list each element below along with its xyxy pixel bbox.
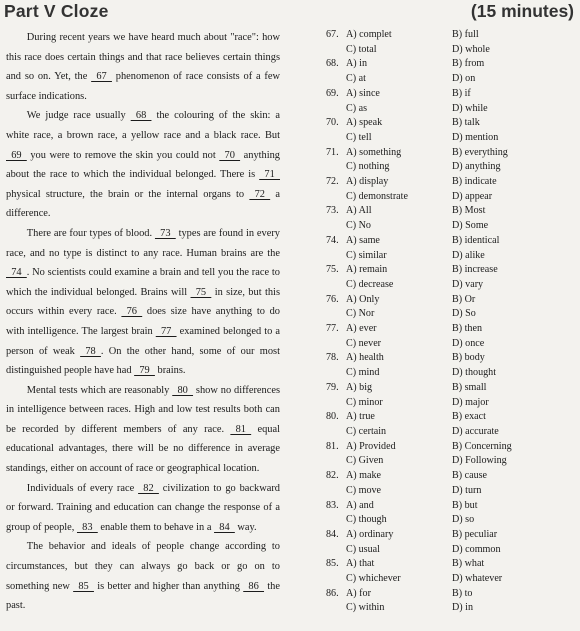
option-b: B) Or: [452, 293, 476, 305]
question-number: 86.: [326, 587, 339, 599]
option-b: B) peculiar: [452, 528, 498, 540]
option-a: A) Only: [346, 293, 380, 305]
option-d: D) whatever: [452, 573, 503, 585]
option-c: C) within: [346, 602, 385, 614]
passage-paragraph: [6, 381, 280, 479]
passage-text: . No scientists could examine a brain and tell you the race to which the individual belonged. Brains will: [6, 267, 280, 298]
option-c: C) No: [346, 220, 371, 232]
option-b: B) body: [452, 352, 485, 364]
question-84-row-2: [326, 543, 576, 558]
option-a: A) true: [346, 411, 375, 423]
option-d: D) common: [452, 543, 501, 555]
question-70-row-2: [326, 131, 576, 146]
blank-82: 82: [138, 482, 159, 494]
blank-70: 70: [219, 149, 241, 161]
option-a: A) ever: [346, 323, 377, 335]
question-78-row-2: [326, 366, 576, 381]
passage-paragraph: [6, 28, 280, 106]
passage-paragraph: [6, 106, 280, 224]
blank-80: 80: [172, 384, 194, 396]
passage-text: show no differences in intelligence between races. High and low test results both can be recorded by different members of any race.: [6, 384, 280, 435]
option-a: A) something: [346, 146, 402, 158]
question-79-row-1: [326, 381, 576, 396]
blank-67: 67: [91, 71, 112, 83]
option-b: B) everything: [452, 146, 508, 158]
option-a: A) since: [346, 87, 380, 99]
option-b: B) to: [452, 587, 473, 599]
question-number: 75.: [326, 264, 339, 276]
option-a: A) for: [346, 587, 371, 599]
blank-74: 74: [6, 267, 27, 279]
question-number: 70.: [326, 117, 339, 129]
question-74-row-1: [326, 234, 576, 249]
option-c: C) certain: [346, 425, 387, 437]
question-83-row-2: [326, 513, 576, 528]
question-number: 76.: [326, 293, 339, 305]
option-c: C) Given: [346, 455, 384, 467]
option-d: D) mention: [452, 131, 499, 143]
option-a: A) complet: [346, 29, 392, 40]
question-number: 80.: [326, 411, 339, 423]
passage-text: a difference.: [6, 188, 280, 220]
option-b: B) identical: [452, 234, 500, 246]
option-c: C) whichever: [346, 573, 401, 585]
option-b: B) from: [452, 58, 485, 70]
option-d: D) appear: [452, 190, 493, 202]
question-79-row-2: [326, 396, 576, 411]
option-d: D) whole: [452, 43, 490, 55]
question-number: 77.: [326, 323, 339, 335]
cloze-passage: [6, 28, 280, 616]
option-d: D) turn: [452, 484, 482, 496]
question-77-row-2: [326, 337, 576, 352]
question-85-row-2: [326, 572, 576, 587]
option-a: A) remain: [346, 264, 388, 276]
blank-81: 81: [230, 423, 252, 435]
option-a: A) health: [346, 352, 384, 364]
option-c: C) Nor: [346, 308, 375, 320]
option-b: B) Concerning: [452, 440, 512, 452]
question-70-row-1: [326, 116, 576, 131]
blank-85: 85: [73, 580, 94, 592]
option-a: A) that: [346, 558, 375, 570]
blank-79: 79: [134, 365, 155, 377]
question-80-row-1: [326, 410, 576, 425]
option-c: C) though: [346, 514, 387, 526]
passage-text: you were to remove the skin you could not: [26, 149, 220, 161]
question-76-row-2: [326, 307, 576, 322]
option-c: C) never: [346, 337, 382, 349]
section-header: [0, 0, 580, 26]
question-72-row-1: [326, 175, 576, 190]
question-number: 68.: [326, 58, 339, 70]
passage-text: Individuals of every race: [26, 482, 139, 494]
question-67-row-2: [326, 43, 576, 58]
option-d: D) while: [452, 102, 488, 114]
option-a: A) and: [346, 499, 374, 511]
passage-text: Mental tests which are reasonably: [26, 384, 173, 396]
passage-text: There are four types of blood.: [26, 227, 155, 239]
option-a: A) big: [346, 381, 373, 393]
passage-text: The behavior and ideals of people change according to circumstances, but they can always go back or go on to something new: [6, 541, 280, 592]
option-a: A) ordinary: [346, 528, 394, 540]
passage-paragraph: [6, 224, 280, 381]
question-number: 67.: [326, 29, 339, 40]
question-67-row-1: [326, 28, 576, 43]
option-b: B) increase: [452, 264, 498, 276]
option-d: D) So: [452, 308, 476, 320]
question-72-row-2: [326, 190, 576, 205]
passage-text: way.: [234, 521, 257, 533]
option-c: C) move: [346, 484, 382, 496]
question-76-row-1: [326, 293, 576, 308]
answer-options: [326, 28, 576, 616]
question-86-row-2: [326, 601, 576, 616]
blank-78: 78: [80, 345, 101, 357]
option-b: B) Most: [452, 205, 486, 217]
passage-text: in size, but this occurs within every race.: [6, 286, 280, 318]
option-c: C) tell: [346, 131, 372, 143]
option-c: C) decrease: [346, 278, 394, 290]
passage-text: . On the other hand, some of our most distinguished people have had: [6, 345, 280, 377]
option-b: B) talk: [452, 117, 480, 129]
question-80-row-2: [326, 425, 576, 440]
option-b: B) exact: [452, 411, 486, 423]
question-number: 83.: [326, 499, 339, 511]
option-c: C) total: [346, 43, 377, 55]
option-c: C) demonstrate: [346, 190, 408, 202]
blank-68: 68: [130, 110, 152, 122]
option-d: D) so: [452, 514, 475, 526]
option-b: B) cause: [452, 470, 488, 482]
option-d: D) alike: [452, 249, 485, 261]
option-c: C) usual: [346, 543, 380, 555]
question-68-row-1: [326, 57, 576, 72]
question-number: 73.: [326, 205, 339, 217]
option-a: A) All: [346, 205, 372, 217]
option-c: C) nothing: [346, 161, 390, 173]
option-c: C) at: [346, 73, 366, 85]
passage-text: the colouring of the skin: a white race, a brown race, a yellow race and a black race. But: [6, 110, 280, 141]
option-d: D) on: [452, 73, 476, 85]
passage-text: enable them to behave in a: [97, 521, 215, 533]
blank-76: 76: [121, 306, 143, 318]
blank-77: 77: [155, 325, 177, 337]
option-d: D) thought: [452, 367, 497, 379]
blank-84: 84: [214, 521, 235, 533]
question-81-row-1: [326, 440, 576, 455]
question-number: 78.: [326, 352, 339, 364]
question-number: 72.: [326, 176, 339, 188]
option-d: D) vary: [452, 278, 484, 290]
option-a: A) in: [346, 58, 368, 70]
time-limit: (15 minutes): [470, 1, 574, 21]
question-73-row-1: [326, 204, 576, 219]
option-d: D) anything: [452, 161, 501, 173]
option-a: A) Provided: [346, 440, 396, 452]
question-69-row-1: [326, 87, 576, 102]
question-75-row-1: [326, 263, 576, 278]
option-c: C) minor: [346, 396, 383, 408]
passage-text: examined belonged to a person of weak: [6, 325, 281, 357]
question-73-row-2: [326, 219, 576, 234]
option-c: C) similar: [346, 249, 387, 261]
option-c: C) as: [346, 102, 368, 114]
option-d: D) in: [452, 602, 474, 614]
section-title: Part V Cloze: [4, 1, 109, 21]
blank-75: 75: [190, 286, 212, 298]
question-number: 71.: [326, 146, 339, 158]
option-d: D) once: [452, 337, 485, 349]
passage-text: brains.: [154, 365, 186, 377]
option-a: A) make: [346, 470, 382, 482]
question-84-row-1: [326, 528, 576, 543]
option-d: D) Some: [452, 220, 489, 232]
option-d: D) major: [452, 396, 489, 408]
question-number: 84.: [326, 528, 339, 540]
passage-text: civilization to go backward or forward. Training and education can change the response of a group of people,: [6, 482, 280, 533]
question-82-row-2: [326, 484, 576, 499]
question-78-row-1: [326, 351, 576, 366]
passage-text: is better and higher than anything: [93, 580, 244, 592]
option-b: B) if: [452, 87, 471, 99]
passage-text: types are found in every race, and no type is distinct to any race. Human brains are the: [6, 227, 280, 259]
option-c: C) mind: [346, 367, 380, 379]
blank-69: 69: [6, 149, 27, 161]
blank-71: 71: [259, 169, 280, 181]
question-74-row-2: [326, 249, 576, 264]
question-81-row-2: [326, 454, 576, 469]
option-b: B) full: [452, 29, 479, 40]
question-85-row-1: [326, 557, 576, 572]
option-a: A) speak: [346, 117, 383, 129]
question-68-row-2: [326, 72, 576, 87]
option-b: B) small: [452, 381, 487, 393]
question-number: 81.: [326, 440, 339, 452]
blank-72: 72: [249, 188, 271, 200]
option-b: B) what: [452, 558, 485, 570]
question-number: 74.: [326, 234, 339, 246]
passage-text: anything about the race to which the individual belonged. There is: [6, 149, 280, 181]
option-d: D) accurate: [452, 425, 499, 437]
option-b: B) then: [452, 323, 482, 335]
question-71-row-2: [326, 160, 576, 175]
passage-text: does size have anything to do with intelligence. The largest brain: [6, 306, 280, 337]
question-number: 79.: [326, 381, 339, 393]
question-82-row-1: [326, 469, 576, 484]
question-77-row-1: [326, 322, 576, 337]
question-number: 69.: [326, 87, 339, 99]
question-86-row-1: [326, 587, 576, 602]
option-a: A) display: [346, 176, 389, 188]
option-b: B) but: [452, 499, 478, 511]
question-71-row-1: [326, 146, 576, 161]
passage-text: physical structure, the brain or the internal organs to: [6, 188, 250, 200]
passage-text: phenomenon of race consists of a few surface indications.: [6, 71, 280, 102]
option-d: D) Following: [452, 455, 507, 467]
option-a: A) same: [346, 234, 380, 246]
blank-86: 86: [243, 580, 265, 592]
question-75-row-2: [326, 278, 576, 293]
question-83-row-1: [326, 499, 576, 514]
passage-paragraph: [6, 479, 280, 538]
passage-paragraph: [6, 537, 280, 615]
blank-83: 83: [76, 521, 98, 533]
question-69-row-2: [326, 102, 576, 117]
passage-text: the past.: [6, 580, 280, 612]
question-number: 82.: [326, 470, 339, 482]
passage-text: equal educational advantages, there will be no difference in average standings, either on account of race or geographical location.: [6, 423, 280, 475]
option-b: B) indicate: [452, 176, 497, 188]
blank-73: 73: [154, 227, 176, 239]
question-number: 85.: [326, 558, 339, 570]
passage-text: During recent years we have heard much about "race": how this race does certain things and that race believes certain things and so on. Yet, the: [6, 32, 280, 83]
passage-text: We judge race usually: [26, 110, 131, 122]
